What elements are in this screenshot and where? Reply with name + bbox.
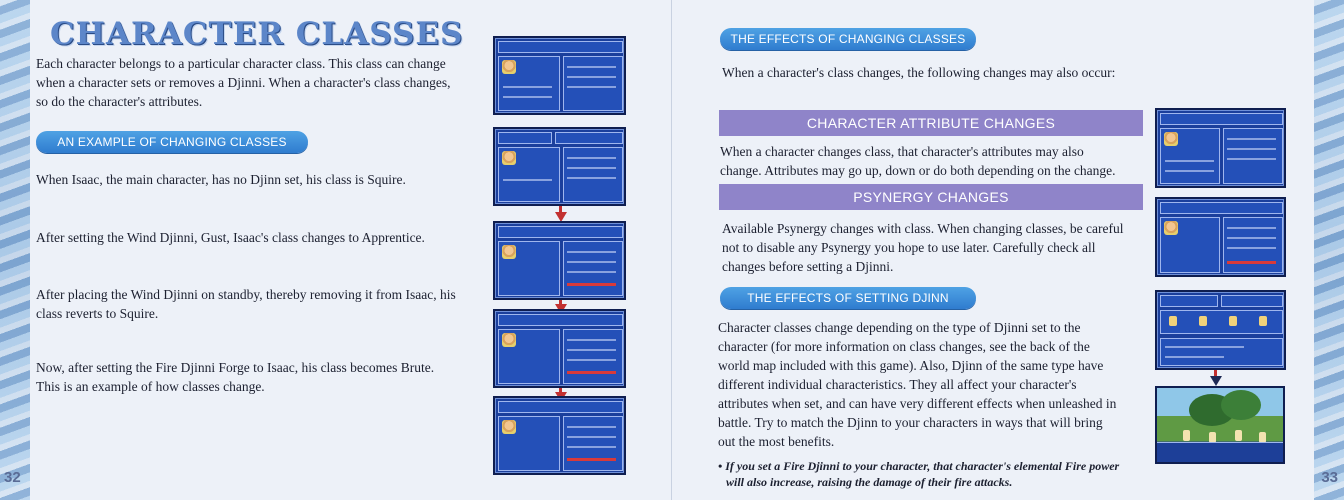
game-screenshot-attributes <box>1155 108 1286 188</box>
setting-line: world map included with this game). Also, Djinn of the same type have <box>718 358 1104 373</box>
battle-character-sprite <box>1183 430 1190 441</box>
screen-text-row <box>1227 148 1276 150</box>
intro-paragraph <box>36 54 486 111</box>
step-4-text <box>36 358 486 396</box>
isaac-portrait-icon <box>502 333 516 347</box>
screen-header-panel <box>555 132 623 144</box>
screen-header-panel <box>1160 113 1283 125</box>
psynergy-line: Available Psynergy changes with class. When changing classes, be careful <box>722 221 1124 236</box>
highlight-line <box>567 283 616 286</box>
screen-text-row <box>567 157 616 159</box>
psynergy-line: not to disable any Psynergy you hope to use later. Carefully check all <box>722 240 1096 255</box>
attribute-changes-heading: CHARACTER ATTRIBUTE CHANGES <box>719 110 1143 136</box>
game-screenshot-djinn-set <box>1155 290 1286 370</box>
battle-message-box <box>1157 442 1283 462</box>
screen-text-row <box>567 261 616 263</box>
game-screenshot-battle <box>1155 386 1285 464</box>
screen-text-row <box>503 86 552 88</box>
screen-text-row <box>567 349 616 351</box>
screen-text-row <box>1165 170 1214 172</box>
screen-psynergy-panel <box>563 241 623 296</box>
game-screenshot-squire-again <box>493 309 626 388</box>
screen-header-panel <box>498 314 623 326</box>
screen-message-panel <box>1160 338 1283 366</box>
party-member-sprite <box>1169 316 1177 326</box>
screen-header-panel <box>1160 295 1218 307</box>
step-3-text <box>36 285 486 323</box>
party-member-sprite <box>1229 316 1237 326</box>
step-line: After setting the Wind Djinni, Gust, Isaac's class changes to Apprentice. <box>36 230 425 245</box>
isaac-portrait-icon <box>502 245 516 259</box>
screen-psynergy-panel <box>563 56 623 111</box>
attribute-line: change. Attributes may go up, down or do both depending on the change. <box>720 163 1116 178</box>
ice-border-decoration <box>0 0 30 500</box>
arrow-down-icon <box>1210 376 1222 386</box>
game-screenshot-psynergy <box>1155 197 1286 277</box>
battle-character-sprite <box>1235 430 1242 441</box>
tree-graphic <box>1221 390 1261 420</box>
character-portrait-icon <box>1164 132 1178 146</box>
setting-line: attributes when set, and can have very different effects when unleashed in <box>718 396 1117 411</box>
step-1-text <box>36 170 486 189</box>
game-screenshot-status <box>493 36 626 115</box>
attribute-line: When a character changes class, that character's attributes may also <box>720 144 1084 159</box>
intro-line: so do the character's attributes. <box>36 94 203 109</box>
step-line: Now, after setting the Fire Djinni Forge to Isaac, his class becomes Brute. <box>36 360 435 375</box>
screen-text-row <box>567 66 616 68</box>
screen-psynergy-panel <box>563 329 623 384</box>
screen-text-row <box>503 96 552 98</box>
screen-text-row <box>567 251 616 253</box>
page-number: 33 <box>1321 469 1338 486</box>
screen-psynergy-panel <box>1223 128 1283 184</box>
intro-line: Each character belongs to a particular character class. This class can change <box>36 56 446 71</box>
page-number: 32 <box>4 469 21 486</box>
game-screenshot-apprentice <box>493 221 626 300</box>
screen-text-row <box>567 76 616 78</box>
screen-header-panel <box>498 132 552 144</box>
ice-border-decoration <box>1314 0 1344 500</box>
screen-text-row <box>1165 346 1244 348</box>
step-line: When Isaac, the main character, has no Djinn set, his class is Squire. <box>36 172 406 187</box>
screen-text-row <box>1165 356 1224 358</box>
highlight-line <box>1227 261 1276 264</box>
intro-line: when a character sets or removes a Djinni. When a character's class changes, <box>36 75 451 90</box>
screen-text-row <box>567 271 616 273</box>
example-heading: AN EXAMPLE OF CHANGING CLASSES <box>36 131 308 153</box>
highlight-line <box>567 458 616 461</box>
step-line: class reverts to Squire. <box>36 306 159 321</box>
screen-psynergy-panel <box>563 416 623 471</box>
screen-text-row <box>1165 160 1214 162</box>
screen-text-row <box>1227 247 1276 249</box>
setting-line: different individual characteristics. They all affect your character's <box>718 377 1077 392</box>
screen-text-row <box>503 179 552 181</box>
party-member-sprite <box>1199 316 1207 326</box>
setting-djinn-heading: THE EFFECTS OF SETTING DJINN <box>720 287 976 309</box>
effects-intro: When a character's class changes, the following changes may also occur: <box>722 65 1116 80</box>
screen-text-row <box>1227 237 1276 239</box>
party-member-sprite <box>1259 316 1267 326</box>
screen-psynergy-panel <box>1223 217 1283 273</box>
screen-text-row <box>567 436 616 438</box>
psynergy-changes-text <box>722 219 1152 276</box>
note-line: will also increase, raising the damage of their fire attacks. <box>726 475 1013 489</box>
psynergy-line: changes before setting a Djinni. <box>722 259 894 274</box>
screen-text-row <box>1227 158 1276 160</box>
screen-header-panel <box>498 401 623 413</box>
game-screenshot-brute <box>493 396 626 475</box>
isaac-portrait-icon <box>502 420 516 434</box>
setting-djinn-text <box>718 318 1152 451</box>
highlight-line <box>567 371 616 374</box>
step-line: This is an example of how classes change. <box>36 379 265 394</box>
screen-psynergy-panel <box>563 147 623 202</box>
screen-text-row <box>1227 138 1276 140</box>
screen-header-panel <box>1221 295 1283 307</box>
setting-line: battle. Try to match the Djinn to your characters in ways that will bring <box>718 415 1103 430</box>
psynergy-changes-heading: PSYNERGY CHANGES <box>719 184 1143 210</box>
page-title: CHARACTER CLASSES <box>50 16 464 52</box>
setting-line: character (for more information on class changes, see the back of the <box>718 339 1090 354</box>
setting-line: Character classes change depending on the type of Djinni set to the <box>718 320 1081 335</box>
isaac-portrait-icon <box>502 60 516 74</box>
effects-heading: THE EFFECTS OF CHANGING CLASSES <box>720 28 976 50</box>
screen-text-row <box>567 86 616 88</box>
attribute-changes-text <box>720 142 1150 180</box>
screen-header-panel <box>498 41 623 53</box>
setting-line: out the most benefits. <box>718 434 835 449</box>
note-line: • If you set a Fire Djinni to your character, that character's elemental Fire power <box>718 459 1120 473</box>
screen-header-panel <box>498 226 623 238</box>
screen-text-row <box>567 446 616 448</box>
step-2-text <box>36 228 486 247</box>
isaac-portrait-icon <box>502 151 516 165</box>
screen-header-panel <box>1160 202 1283 214</box>
screen-text-row <box>1227 227 1276 229</box>
screen-text-row <box>567 177 616 179</box>
fire-djinni-note <box>718 458 1158 490</box>
step-line: After placing the Wind Djinni on standby, thereby removing it from Isaac, his <box>36 287 456 302</box>
screen-text-row <box>567 426 616 428</box>
screen-text-row <box>567 359 616 361</box>
screen-text-row <box>567 339 616 341</box>
game-screenshot-squire <box>493 127 626 206</box>
screen-text-row <box>567 167 616 169</box>
character-portrait-icon <box>1164 221 1178 235</box>
